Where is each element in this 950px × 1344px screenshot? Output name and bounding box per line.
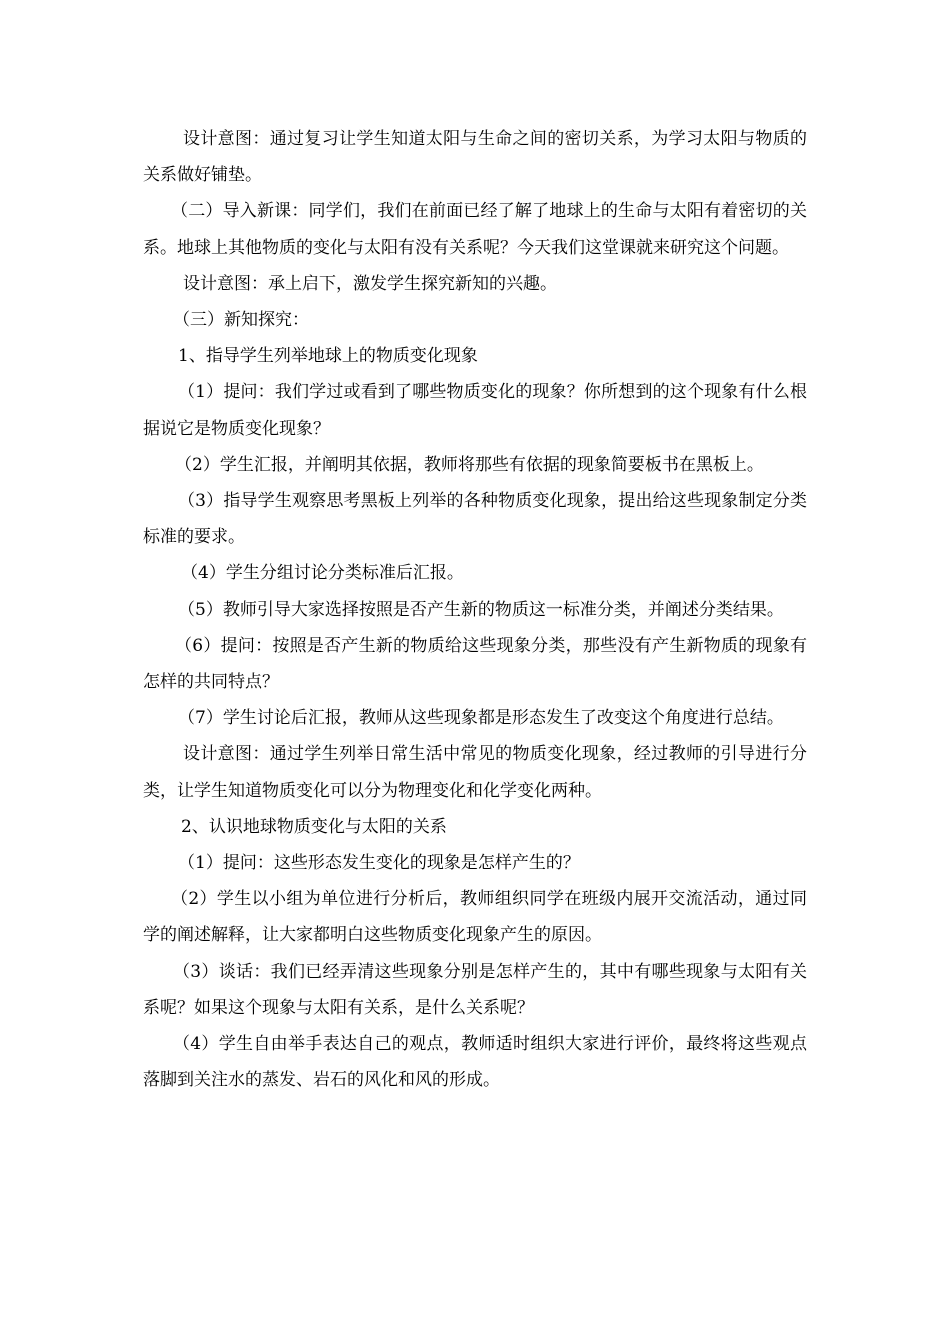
paragraph-step-1-4: （4）学生分组讨论分类标准后汇报。 (181, 563, 464, 584)
paragraph-step-1-7: （7）学生讨论后汇报，教师从这些现象都是形态发生了改变这个角度进行总结。 (178, 708, 784, 729)
paragraph-intro-new-lesson: （二）导入新课：同学们，我们在前面已经了解了地球上的生命与太阳有着密切的关系。地球上其他物质的变化与太阳有没有关系呢？今天我们这堂课就来研究这个问题。 (143, 201, 807, 258)
paragraph-step-1-6: （6）提问：按照是否产生新的物质给这些现象分类，那些没有产生新物质的现象有怎样的共同特点？ (143, 635, 807, 693)
paragraph-step-1-2: （2）学生汇报，并阐明其依据，教师将那些有依据的现象简要板书在黑板上。 (175, 454, 764, 475)
paragraph-section-three-heading: （三）新知探究： (173, 310, 309, 331)
document-page (143, 121, 807, 1098)
paragraph-step-1-3: （3）指导学生观察思考黑板上列举的各种物质变化现象，提出给这些现象制定分类标准的要求。 (143, 491, 807, 548)
paragraph-step-1-heading: 1、指导学生列举地球上的物质变化现象 (178, 346, 478, 367)
paragraph-step-1-1: （1）提问：我们学过或看到了哪些物质变化的现象？你所想到的这个现象有什么根据说它是物质变化现象？ (143, 382, 807, 439)
paragraph-design-intent-3: 设计意图：通过学生列举日常生活中常见的物质变化现象，经过教师的引导进行分类，让学生知道物质变化可以分为物理变化和化学变化两种。 (143, 744, 807, 801)
paragraph-step-2-3: （3）谈话：我们已经弄清这些现象分别是怎样产生的，其中有哪些现象与太阳有关系呢？如果这个现象与太阳有关系，是什么关系呢？ (143, 961, 807, 1018)
paragraph-design-intent-1: 设计意图：通过复习让学生知道太阳与生命之间的密切关系，为学习太阳与物质的关系做好铺垫。 (143, 129, 807, 186)
paragraph-step-2-4: （4）学生自由举手表达自己的观点，教师适时组织大家进行评价，最终将这些观点落脚到关注水的蒸发、岩石的风化和风的形成。 (143, 1034, 807, 1091)
paragraph-step-2-2: （2）学生以小组为单位进行分析后，教师组织同学在班级内展开交流活动，通过同学的阐述解释，让大家都明白这些物质变化现象产生的原因。 (143, 889, 807, 946)
paragraph-design-intent-2: 设计意图：承上启下，激发学生探究新知的兴趣。 (183, 273, 557, 294)
paragraph-step-2-1: （1）提问：这些形态发生变化的现象是怎样产生的？ (178, 853, 580, 874)
paragraph-step-1-5: （5）教师引导大家选择按照是否产生新的物质这一标准分类，并阐述分类结果。 (178, 599, 784, 620)
paragraph-step-2-heading: 2、认识地球物质变化与太阳的关系 (181, 816, 447, 837)
